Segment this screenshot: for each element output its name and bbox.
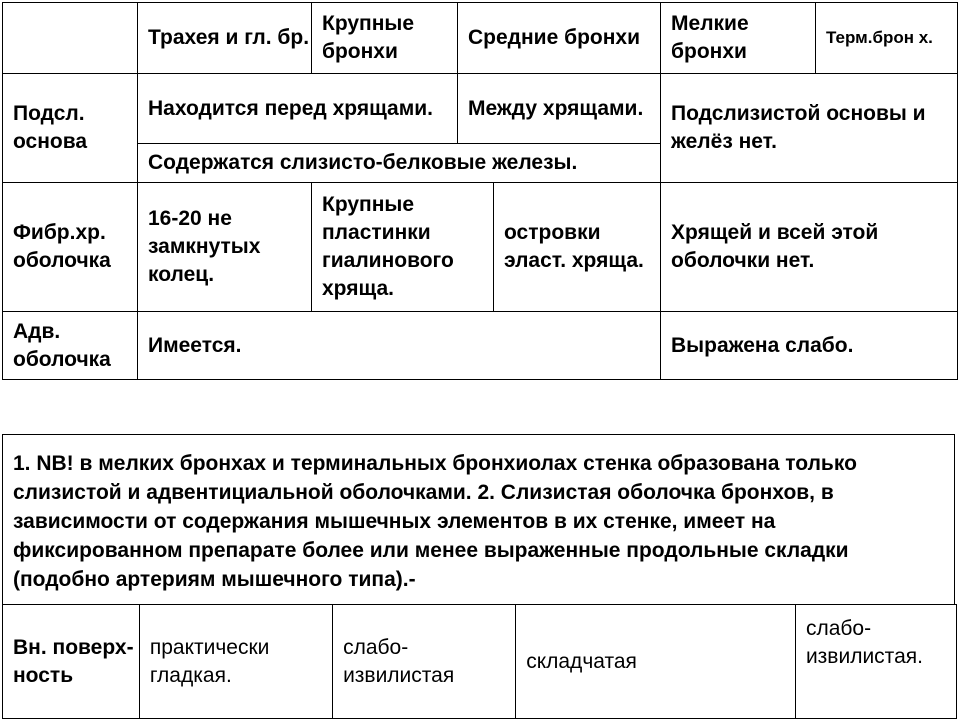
fibrocartilage-medium: островки эласт. хряща. — [494, 183, 661, 312]
adventitia-present: Имеется. — [138, 312, 661, 380]
bronchi-comparison-table — [2, 2, 958, 380]
fibrocartilage-trachea: 16-20 не замкнутых колец. — [138, 183, 312, 312]
adventitia-row — [3, 312, 958, 380]
header-trachea: Трахея и гл. бр. — [138, 3, 312, 74]
header-large-bronchi: Крупные бронхи — [312, 3, 458, 74]
submucosa-label: Подсл. основа — [3, 74, 138, 183]
inner-surface-trachea: практически гладкая. — [139, 605, 332, 719]
submucosa-row — [3, 74, 958, 144]
inner-surface-terminal: слабо-извилистая. — [795, 605, 956, 719]
note-box: 1. NB! в мелких бронхах и терминальных бронхиолах стенка образована только слизистой и адвентициальной оболочками. 2. Слизистая оболочка бронхов, в зависимости от содержания мышечных элементов в их стенке, имеет на фиксированном препарате более или менее выраженные продольные складки (подобно артериям мышечного типа).- — [2, 434, 955, 604]
submucosa-glands: Содержатся слизисто-белковые железы. — [138, 144, 661, 183]
adventitia-weak: Выражена слабо. — [661, 312, 958, 380]
inner-surface-row — [3, 605, 957, 719]
fibrocartilage-row — [3, 183, 958, 312]
submucosa-absent: Подслизистой основы и желёз нет. — [661, 74, 958, 183]
header-blank-cell — [3, 3, 138, 74]
fibrocartilage-label: Фибр.хр. оболочка — [3, 183, 138, 312]
header-terminal-bronchioles: Терм.брон х. — [816, 3, 958, 74]
header-small-bronchi: Мелкие бронхи — [661, 3, 816, 74]
inner-surface-table — [2, 604, 957, 719]
submucosa-before-cartilage: Находится перед хрящами. — [138, 74, 458, 144]
fibrocartilage-large: Крупные пластинки гиалинового хряща. — [312, 183, 494, 312]
adventitia-label: Адв. оболочка — [3, 312, 138, 380]
header-row — [3, 3, 958, 74]
inner-surface-label: Вн. поверх-ность — [3, 605, 140, 719]
header-medium-bronchi: Средние бронхи — [458, 3, 661, 74]
inner-surface-medium: складчатая — [516, 605, 796, 719]
fibrocartilage-absent: Хрящей и всей этой оболочки нет. — [661, 183, 958, 312]
submucosa-between-cartilage: Между хрящами. — [458, 74, 661, 144]
inner-surface-large: слабо-извилистая — [333, 605, 516, 719]
